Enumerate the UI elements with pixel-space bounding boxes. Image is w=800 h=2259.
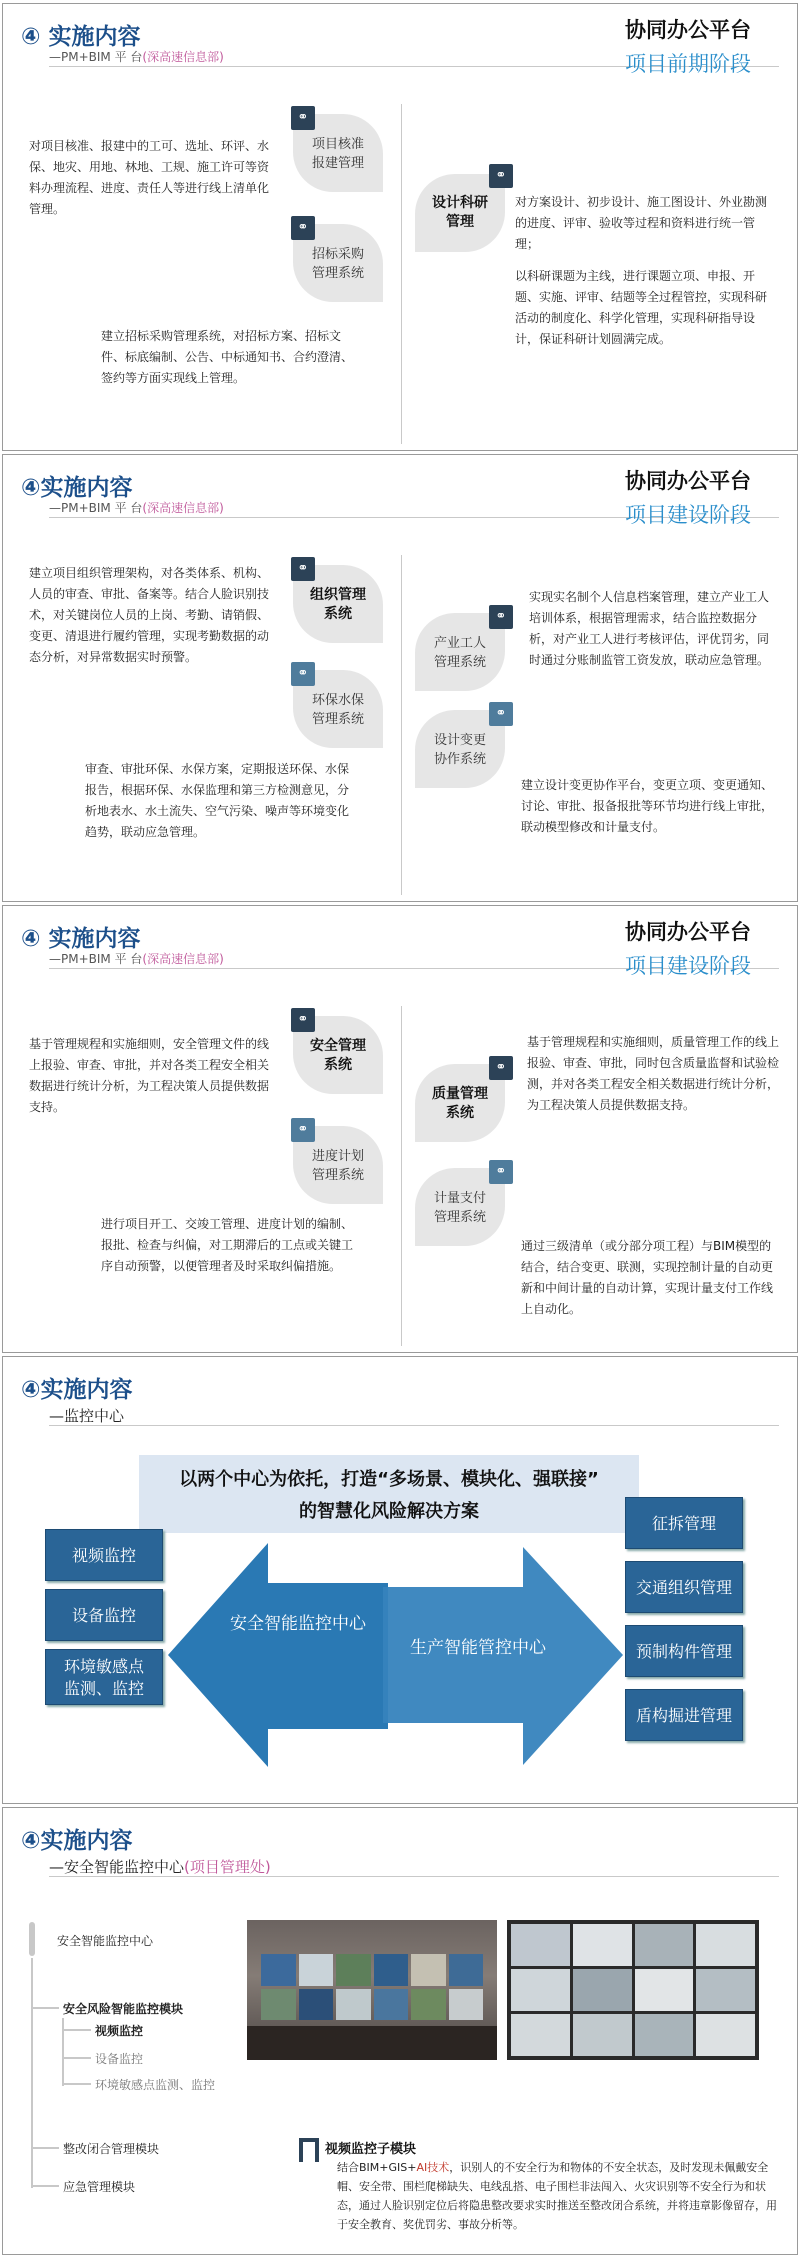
- section-title: ④实施内容: [21, 1377, 133, 1403]
- section-subtitle: [49, 48, 224, 65]
- tree-sub-env: 环境敏感点监测、监控: [95, 2078, 216, 2092]
- leaf-label-approval: 项目核准 报建管理: [311, 137, 364, 171]
- video-module-title: 视频监控子模块: [325, 2142, 417, 2157]
- arrow-left-shape: [168, 1543, 388, 1767]
- stage-title: 项目建设阶段: [625, 503, 751, 527]
- text-quality: 基于管理规程和实施细则，质量管理工作的线上报验、审查、审批，同时包含质量监督和试验检测，并对各类工程安全相关数据进行统计分析，为工程决策人员提供数据支持。: [527, 1035, 780, 1112]
- leaf-label-safety: 安全管理 系统: [310, 1038, 366, 1073]
- arrow-label-production: 生产智能管控中心: [410, 1638, 546, 1658]
- slide-safety-monitoring: [2, 1807, 798, 2255]
- link-icon: ⚭: [291, 106, 315, 130]
- leaf-label-org: 组织管理 系统: [310, 587, 366, 622]
- section-title: ④实施内容: [21, 475, 133, 501]
- box-precast: 预制构件管理: [625, 1625, 743, 1677]
- subtitle-dept: (深高速信息部): [142, 50, 224, 64]
- section-title: ④ 实施内容: [21, 926, 141, 952]
- link-icon: ⚭: [291, 557, 315, 581]
- leaf-label-design: 设计科研 管理: [432, 195, 488, 230]
- text-workers: 实现实名制个人信息档案管理，建立产业工人培训体系，根据管理需求，结合监控数据分析，对产业工人进行考核评估，评优罚劣，同时通过分账制监管工资发放，联动应急管理。: [529, 590, 770, 667]
- subtitle-text: —PM+BIM 平 台: [49, 50, 143, 64]
- section-subtitle: [49, 950, 224, 967]
- video-text-prefix: 结合BIM+GIS+: [337, 2161, 417, 2174]
- text-safety: 基于管理规程和实施细则，安全管理文件的线上报验、审查、审批，并对各类工程安全相关数据进行统计分析，为工程决策人员提供数据支持。: [29, 1037, 270, 1114]
- text-env: 审查、审批环保、水保方案，定期报送环保、水保报告，根据环保、水保监理和第三方检测意见，分析地表水、水土流失、空气污染、噪声等环境变化趋势，联动应急管理。: [85, 762, 350, 839]
- leaf-label-env: 环保水保 管理系统: [311, 693, 364, 727]
- text-org: 建立项目组织管理架构，对各类体系、机构、人员的审查、审批、备案等。结合人脸识别技术，对关键岗位人员的上岗、考勤、请销假、变更、清退进行履约管理，实现考勤数据的动态分析，对异常数据实时预警。: [29, 566, 270, 664]
- text-payment: 通过三级清单（或分部分项工程）与BIM模型的结合，结合变更、联测，实现控制计量的自动更新和中间计量的自动计算，实现计量支付工作线上自动化。: [521, 1239, 774, 1316]
- video-text-body: ，识别人的不安全行为和物体的不安全状态，及时发现未佩戴安全帽、安全带、围栏爬梯缺失、电线乱搭、电子围栏非法闯入、火灾识别等不安全行为和状态，通过人脸识别定位后将隐患整改要求实时推送至整改闭合系统，并将违章影像留存，用于安全教育、奖优罚劣、事故分析等。: [337, 2161, 777, 2231]
- box-device-monitoring: 设备监控: [45, 1589, 163, 1641]
- arrow-label-safety: 安全智能监控中心: [230, 1614, 366, 1634]
- stage-title: 项目建设阶段: [625, 954, 751, 978]
- slide-construction-1: [2, 454, 798, 902]
- subtitle-text: —PM+BIM 平 台: [49, 501, 143, 515]
- section-title: ④实施内容: [21, 1828, 133, 1854]
- text-approval: 对项目核准、报建中的工可、选址、环评、水保、地灾、用地、林地、工规、施工许可等资料办理流程、进度、责任人等进行线上清单化管理。: [29, 139, 270, 216]
- tree-sub-device: 设备监控: [95, 2052, 144, 2066]
- platform-title: 协同办公平台: [625, 18, 751, 42]
- link-icon: ⚭: [489, 164, 513, 188]
- headline-line1: 以两个中心为依托，打造“多场景、模块化、强联接”: [179, 1469, 599, 1490]
- platform-title: 协同办公平台: [625, 469, 751, 493]
- subtitle-text: —安全智能监控中心: [49, 1858, 185, 1876]
- section-subtitle: [49, 499, 224, 516]
- subtitle-dept: (深高速信息部): [142, 952, 224, 966]
- platform-title: 协同办公平台: [625, 920, 751, 944]
- section-title: ④ 实施内容: [21, 24, 141, 50]
- control-room-photo: [247, 1920, 497, 2060]
- box-env-monitoring: 环境敏感点 监测、监控: [45, 1649, 163, 1705]
- video-text-ai: AI技术: [416, 2161, 450, 2174]
- tree-module-risk: 安全风险智能监控模块: [63, 2002, 184, 2016]
- center-divider: [401, 104, 402, 444]
- link-icon: ⚭: [489, 605, 513, 629]
- video-module-text: [337, 2158, 777, 2234]
- tree-root: 安全智能监控中心: [57, 1934, 154, 1948]
- subtitle-text: —PM+BIM 平 台: [49, 952, 143, 966]
- tree-sub-video: 视频监控: [95, 2024, 144, 2038]
- leaf-label-workers: 产业工人 管理系统: [433, 636, 486, 670]
- link-icon: ⚭: [489, 1160, 513, 1184]
- center-divider: [401, 1006, 402, 1346]
- leaf-label-schedule: 进度计划 管理系统: [311, 1149, 364, 1183]
- center-divider: [401, 555, 402, 895]
- slide-construction-2: [2, 905, 798, 1353]
- leaf-label-bidding: 招标采购 管理系统: [311, 247, 364, 281]
- leaf-label-quality: 质量管理 系统: [432, 1086, 488, 1121]
- text-schedule: 进行项目开工、交竣工管理、进度计划的编制、报批、检查与纠偏，对工期滞后的工点或关键工序自动预警，以便管理者及时采取纠偏措施。: [101, 1217, 354, 1273]
- tree-module-rectify: 整改闭合管理模块: [63, 2142, 160, 2156]
- tree-module-emergency: 应急管理模块: [63, 2180, 136, 2194]
- link-icon: ⚭: [291, 1118, 315, 1142]
- box-demolition: 征拆管理: [625, 1497, 743, 1549]
- slide-monitoring-center: [2, 1356, 798, 1804]
- link-icon: ⚭: [489, 1056, 513, 1080]
- video-module-icon: [299, 2138, 319, 2162]
- link-icon: ⚭: [291, 216, 315, 240]
- subtitle-dept: (深高速信息部): [142, 501, 224, 515]
- subtitle-dept: (项目管理处): [184, 1858, 271, 1876]
- box-video-monitoring: 视频监控: [45, 1529, 163, 1581]
- headline-line2: 的智慧化风险解决方案: [299, 1501, 479, 1522]
- section-subtitle: —监控中心: [49, 1407, 125, 1425]
- box-shield: 盾构掘进管理: [625, 1689, 743, 1741]
- box-traffic: 交通组织管理: [625, 1561, 743, 1613]
- text-bidding: 建立招标采购管理系统，对招标方案、招标文件、标底编制、公告、中标通知书、合约澄清、签约等方面实现线上管理。: [101, 329, 354, 385]
- slide-pre-project: [2, 3, 798, 451]
- video-grid-photo: [507, 1920, 759, 2060]
- link-icon: ⚭: [489, 702, 513, 726]
- link-icon: ⚭: [291, 1008, 315, 1032]
- leaf-label-payment: 计量支付 管理系统: [433, 1191, 486, 1225]
- link-icon: ⚭: [291, 662, 315, 686]
- text-design: 对方案设计、初步设计、施工图设计、外业勘测的进度、评审、验收等过程和资料进行统一管理；: [515, 195, 768, 251]
- text-change: 建立设计变更协作平台，变更立项、变更通知、讨论、审批、报备报批等环节均进行线上审批，联动模型修改和计量支付。: [521, 778, 774, 834]
- stage-title: 项目前期阶段: [625, 52, 751, 76]
- text-research: 以科研课题为主线，进行课题立项、申报、开题、实施、评审、结题等全过程管控，实现科研活动的制度化、科学化管理，实现科研指导设计，保证科研计划圆满完成。: [515, 269, 768, 346]
- leaf-label-change: 设计变更 协作系统: [433, 733, 486, 767]
